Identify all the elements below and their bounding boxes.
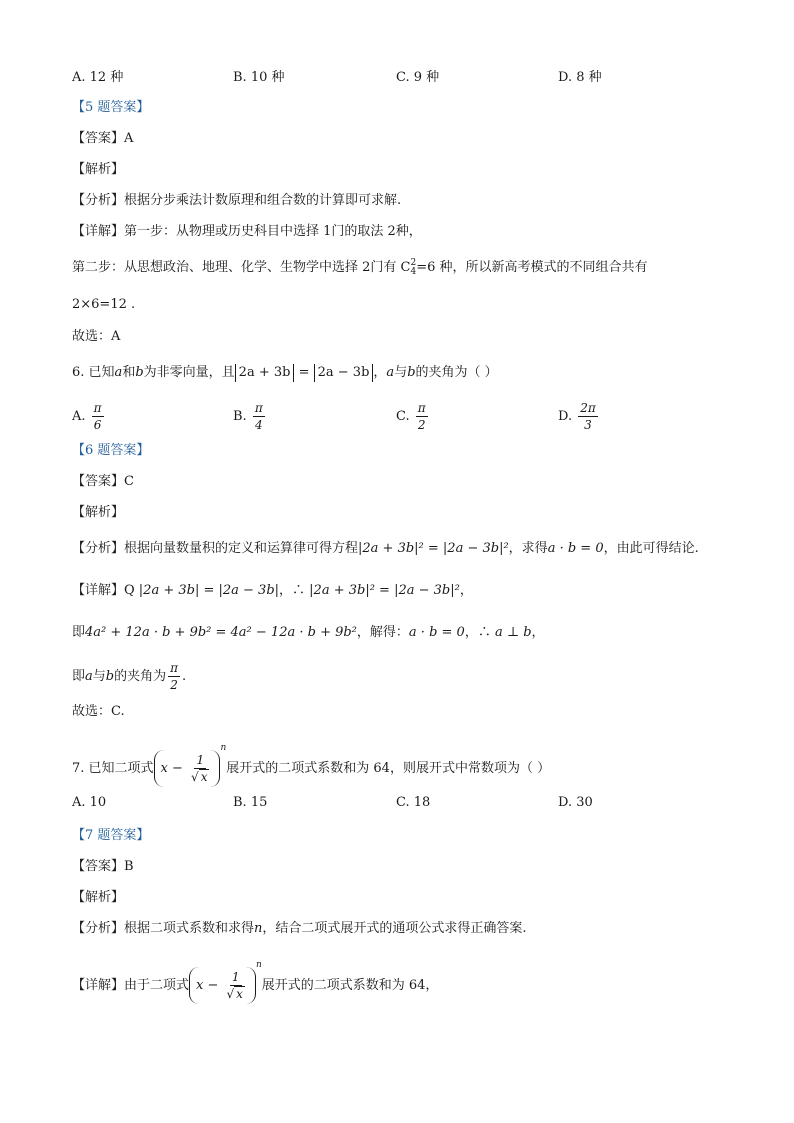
q6-stem: 6. 已知a和b为非零向量，且 2a + 3b = 2a − 3b ，a与b的夹角为（ ） [72, 365, 498, 380]
q7-jiexi: 【解析】 [72, 890, 125, 905]
q7-option-a: A. 10 [72, 795, 107, 810]
q6-option-d: D. $\frac{2\pi}{3}$ [558, 401, 596, 432]
q7-option-c: C. 18 [396, 795, 431, 810]
q6-answer: 【答案】C [72, 474, 134, 489]
q4-option-b: B. 10 种 [233, 70, 285, 85]
q7-option-d: D. 30 [558, 795, 593, 810]
q5-detail-3: 2×6=12 . [72, 297, 136, 312]
q6-option-b: B. $\frac{\pi}{4}$ [233, 401, 263, 432]
q7-detail-binomial: x − $\frac{1}{√ x}$ [189, 967, 256, 1004]
q4-option-c: C. 9 种 [396, 70, 440, 85]
q5-jiexi: 【解析】 [72, 162, 125, 177]
q6-abs-right: 2a − 3b [314, 364, 374, 382]
q7-analysis: 【分析】根据二项式系数和求得n，结合二项式展开式的通项公式求得正确答案. [72, 921, 527, 936]
q5-answer-header: 【5 题答案】 [72, 100, 150, 115]
q7-binomial: x − $\frac{1}{√ x}$ [154, 750, 221, 787]
q5-detail-1: 【详解】第一步：从物理或历史科目中选择 1门的取法 2种， [72, 224, 422, 239]
q7-option-b: B. 15 [233, 795, 268, 810]
q7-detail: 【详解】由于二项式 x − $\frac{1}{√ x}$ $^n$展开式的二项式系数和为 64， [72, 955, 438, 1004]
q6-analysis-equation: |2a + 3b|² = |2a − 3b|² [358, 541, 509, 556]
q5-answer: 【答案】A [72, 131, 134, 146]
q6-abs-left: 2a + 3b [235, 364, 295, 382]
combination-symbol: C 2 4 [400, 257, 417, 277]
q6-option-a: A. $\frac{\pi}{6}$ [72, 401, 102, 432]
q4-option-d: D. 8 种 [558, 70, 602, 85]
q6-jiexi: 【解析】 [72, 505, 125, 520]
q6-detail-3: 即a与b的夹角为 $\frac{\pi}{2}$ . [72, 661, 187, 692]
q5-choose: 故选：A [72, 329, 121, 344]
q6-detail-1: 【详解】Q |2a + 3b| = |2a − 3b|，∴ |2a + 3b|² = |2a − 3b|²， [72, 583, 473, 598]
q6-detail-2: 即4a² + 12a · b + 9b² = 4a² − 12a · b + 9b²，解得：a · b = 0，∴ a ⊥ b， [72, 625, 545, 640]
q6-choose: 故选：C. [72, 704, 125, 719]
q7-stem: 7. 已知二项式 x − $\frac{1}{√ x}$ $^n$展开式的二项式系数和为 64，则展开式中常数项为（ ） [72, 738, 550, 787]
q6-option-c: C. $\frac{\pi}{2}$ [396, 401, 426, 432]
q7-answer: 【答案】B [72, 859, 134, 874]
q5-detail-2: 第二步：从思想政治、地理、化学、生物学中选择 2门有 C 2 4 =6 种，所以新高考模式的不同组合共有 [72, 257, 648, 277]
q5-analysis: 【分析】根据分步乘法计数原理和组合数的计算即可求解. [72, 193, 402, 208]
q6-analysis: 【分析】根据向量数量积的定义和运算律可得方程|2a + 3b|² = |2a − 3b|²，求得a · b = 0，由此可得结论. [72, 541, 699, 556]
q6-answer-header: 【6 题答案】 [72, 443, 150, 458]
q7-answer-header: 【7 题答案】 [72, 828, 150, 843]
q4-option-a: A. 12 种 [72, 70, 124, 85]
